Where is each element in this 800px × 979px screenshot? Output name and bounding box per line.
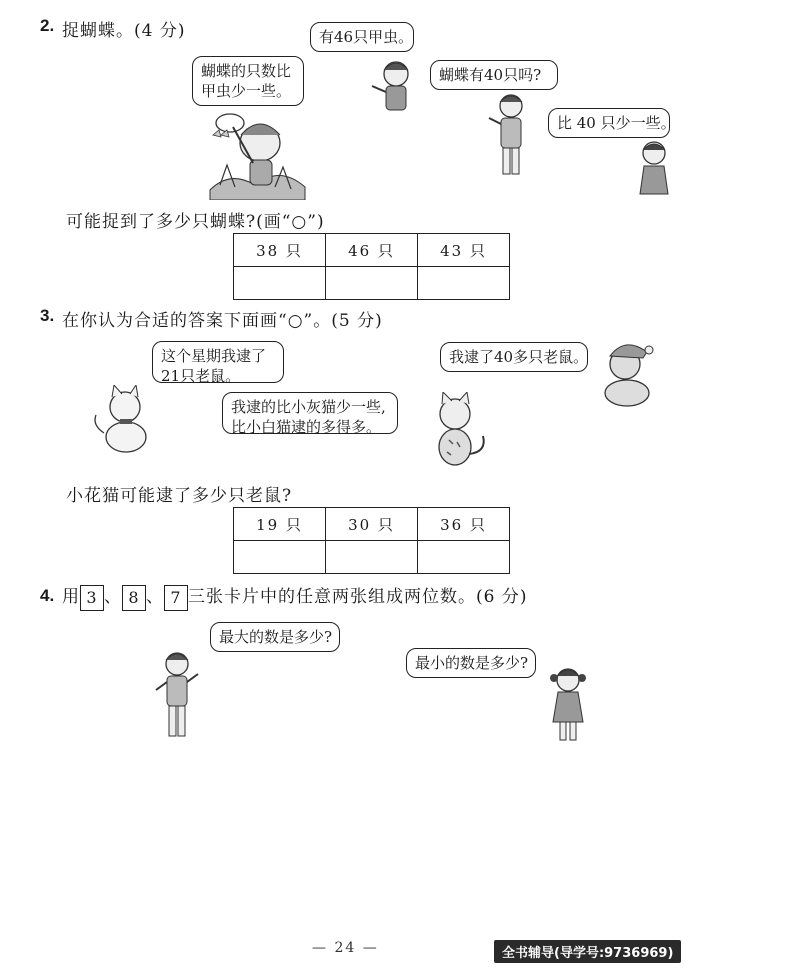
q3-number: 3. — [40, 306, 55, 325]
q2-answer-cell[interactable] — [326, 267, 418, 300]
q4-title — [62, 582, 527, 611]
q2-boy1-speech-bubble: 有46只甲虫。 — [310, 22, 414, 52]
q3-question: 小花猫可能逮了多少只老鼠? — [66, 486, 293, 506]
q2-title: 捉蝴蝶。(4 分) — [62, 21, 186, 41]
book-tag: 全书辅导(导学号:9736969) — [494, 940, 681, 963]
q4-boy-speech-bubble: 最大的数是多少? — [210, 622, 340, 652]
girl-with-net-illustration — [205, 105, 310, 200]
q3-option: 36 只 — [418, 508, 510, 541]
q2-boy2-speech-bubble: 蝴蝶有40只吗? — [430, 60, 558, 90]
q2-girl-speech-bubble: 蝴蝶的只数比 甲虫少一些。 — [192, 56, 304, 106]
digit-card: 7 — [164, 585, 188, 611]
white-cat-illustration — [90, 385, 158, 460]
q3-answer-table — [233, 507, 510, 574]
q2-number: 2. — [40, 16, 55, 35]
digit-card: 8 — [122, 585, 146, 611]
digit-card: 3 — [80, 585, 104, 611]
q2-option: 43 只 — [418, 234, 510, 267]
boy-illustration-3 — [152, 650, 202, 742]
q3-white-cat-speech-bubble: 这个星期我逮了 21只老鼠。 — [152, 341, 284, 383]
q4-separator: 、 — [104, 587, 122, 607]
q3-answer-cell[interactable] — [326, 541, 418, 574]
girl-illustration-2 — [545, 666, 591, 742]
page-number: — 24 — — [312, 940, 379, 956]
q4-prefix: 用 — [62, 587, 80, 607]
q3-title: 在你认为合适的答案下面画“○”。(5 分) — [62, 311, 383, 331]
q2-girl2-speech-bubble: 比 40 只少一些。 — [548, 108, 670, 138]
q3-flower-cat-speech-bubble: 我逮的比小灰猫少一些, 比小白猫逮的多得多。 — [222, 392, 398, 434]
gray-cat-illustration — [595, 338, 665, 410]
q2-option: 38 只 — [234, 234, 326, 267]
q3-option: 30 只 — [326, 508, 418, 541]
boy-illustration-2 — [485, 92, 535, 178]
q3-option: 19 只 — [234, 508, 326, 541]
boy-illustration — [368, 58, 420, 112]
q4-girl-speech-bubble: 最小的数是多少? — [406, 648, 536, 678]
q4-separator: 、 — [146, 587, 164, 607]
q2-answer-table — [233, 233, 510, 300]
girl-illustration — [630, 138, 674, 198]
flower-cat-illustration — [425, 392, 493, 470]
q2-question: 可能捉到了多少只蝴蝶?(画“○”) — [66, 212, 325, 232]
q2-answer-cell[interactable] — [418, 267, 510, 300]
q2-option: 46 只 — [326, 234, 418, 267]
q4-suffix: 三张卡片中的任意两张组成两位数。(6 分) — [188, 587, 528, 607]
q4-number: 4. — [40, 586, 55, 605]
q2-answer-cell[interactable] — [234, 267, 326, 300]
q3-answer-cell[interactable] — [418, 541, 510, 574]
q3-answer-cell[interactable] — [234, 541, 326, 574]
q3-gray-cat-speech-bubble: 我逮了40多只老鼠。 — [440, 342, 588, 372]
